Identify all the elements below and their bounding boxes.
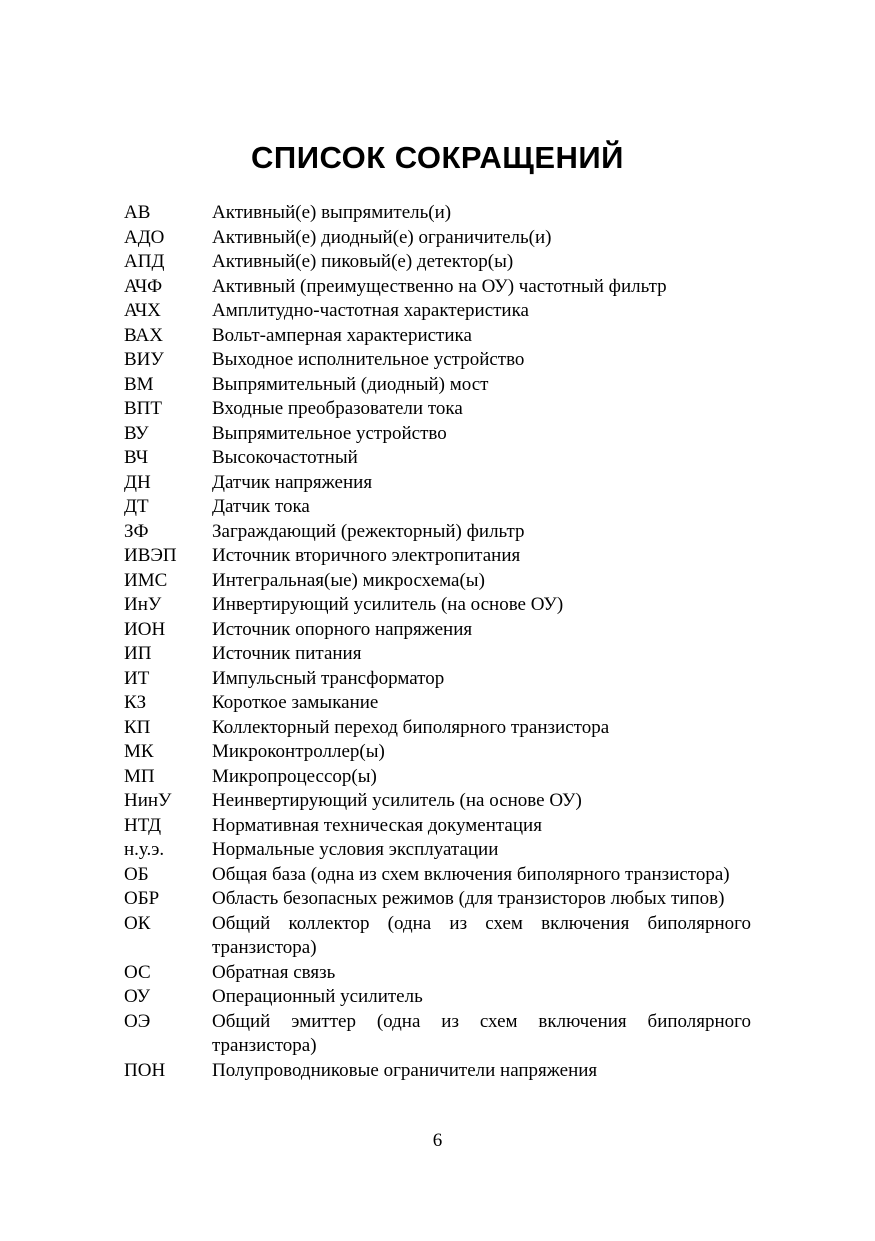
abbreviation-definition: Заграждающий (режекторный) фильтр (212, 520, 525, 542)
abbreviation-term: КП (124, 716, 151, 738)
abbreviation-term: ИОН (124, 618, 166, 640)
list-item (124, 520, 751, 545)
abbreviation-definition: Нормативная техническая документация (212, 814, 542, 836)
abbreviation-definition: Область безопасных режимов (для транзисторов любых типов) (212, 888, 725, 909)
abbreviation-term: МК (124, 741, 154, 762)
list-item (124, 324, 751, 349)
abbreviation-term: АДО (124, 226, 165, 248)
abbreviation-definition: Коллекторный переход биполярного транзистора (212, 716, 610, 738)
abbreviation-definition: Полупроводниковые ограничители напряжения (212, 1059, 598, 1081)
abbreviation-term: ВИУ (124, 349, 164, 370)
abbreviation-term: ВМ (124, 373, 154, 395)
list-item (124, 1010, 751, 1059)
abbreviation-definition: Общий коллектор (одна из схем включения биполярного транзистора) (212, 912, 751, 958)
list-item (124, 985, 751, 1010)
abbreviation-definition: Высокочастотный (212, 447, 358, 468)
abbreviation-term: ИМС (124, 569, 168, 591)
abbreviation-term: ОУ (124, 986, 151, 1007)
list-item (124, 397, 751, 422)
abbreviation-term: ВПТ (124, 398, 162, 419)
abbreviation-definition: Микроконтроллер(ы) (212, 741, 385, 762)
list-item (124, 789, 751, 814)
list-item (124, 250, 751, 275)
abbreviation-term: ИВЭП (124, 545, 177, 566)
list-item (124, 716, 751, 741)
list-item (124, 887, 751, 912)
abbreviation-term: ВУ (124, 422, 149, 444)
abbreviation-list (124, 201, 751, 1083)
list-item (124, 838, 751, 863)
list-item (124, 544, 751, 569)
abbreviation-term: ВЧ (124, 447, 149, 468)
abbreviation-definition: Общий эмиттер (одна из схем включения биполярного транзистора) (212, 1010, 751, 1056)
list-item (124, 201, 751, 226)
page-title: СПИСОК СОКРАЩЕНИЙ (251, 140, 624, 175)
abbreviation-definition: Инвертирующий усилитель (на основе ОУ) (212, 594, 564, 615)
abbreviation-definition: Активный (преимущественно на ОУ) частотный фильтр (212, 275, 667, 297)
abbreviation-term: НинУ (124, 790, 172, 811)
abbreviation-term: ИП (124, 643, 152, 664)
abbreviation-term: ИТ (124, 667, 150, 689)
abbreviation-term: ДН (124, 471, 151, 493)
abbreviation-term: ОК (124, 912, 151, 934)
abbreviation-definition: Вольт-амперная характеристика (212, 324, 472, 346)
abbreviation-term: КЗ (124, 692, 147, 713)
abbreviation-definition: Датчик тока (212, 496, 310, 517)
list-item (124, 667, 751, 692)
abbreviation-definition: Амплитудно-частотная характеристика (212, 300, 529, 321)
list-item (124, 691, 751, 716)
abbreviation-definition: Источник питания (212, 643, 362, 664)
abbreviation-term: МП (124, 765, 155, 787)
abbreviation-term: н.у.э. (124, 839, 165, 860)
abbreviation-definition: Активный(е) диодный(е) ограничитель(и) (212, 226, 552, 248)
abbreviation-definition: Короткое замыкание (212, 692, 379, 713)
abbreviation-term: АПД (124, 251, 165, 272)
abbreviation-definition: Входные преобразователи тока (212, 398, 463, 419)
abbreviation-term: АЧФ (124, 275, 163, 297)
list-item (124, 569, 751, 594)
abbreviation-term: АВ (124, 202, 151, 223)
abbreviation-definition: Обратная связь (212, 961, 336, 983)
abbreviation-term: ВАХ (124, 324, 163, 346)
abbreviation-term: НТД (124, 814, 162, 836)
page-number: 6 (432, 1130, 443, 1151)
list-item (124, 961, 751, 986)
list-item (124, 299, 751, 324)
list-item (124, 863, 751, 888)
abbreviation-term: ОБ (124, 863, 149, 885)
abbreviation-term: ИнУ (124, 594, 162, 615)
abbreviation-definition: Источник вторичного электропитания (212, 545, 521, 566)
list-item (124, 422, 751, 447)
list-item (124, 373, 751, 398)
list-item (124, 642, 751, 667)
abbreviation-definition: Нормальные условия эксплуатации (212, 839, 499, 860)
list-item (124, 226, 751, 251)
list-item (124, 618, 751, 643)
abbreviation-definition: Датчик напряжения (212, 471, 373, 493)
abbreviation-term: АЧХ (124, 300, 161, 321)
abbreviation-definition: Активный(е) выпрямитель(и) (212, 202, 452, 223)
abbreviation-term: ДТ (124, 496, 149, 517)
abbreviation-definition: Операционный усилитель (212, 986, 423, 1007)
abbreviation-definition: Источник опорного напряжения (212, 618, 473, 640)
list-item (124, 740, 751, 765)
list-item (124, 912, 751, 961)
abbreviation-definition: Импульсный трансформатор (212, 667, 445, 689)
list-item (124, 348, 751, 373)
abbreviation-definition: Микропроцессор(ы) (212, 765, 377, 787)
list-item (124, 814, 751, 839)
abbreviation-definition: Выходное исполнительное устройство (212, 349, 525, 370)
abbreviation-term: ОЭ (124, 1010, 151, 1032)
list-item (124, 1059, 751, 1084)
list-item (124, 495, 751, 520)
abbreviation-term: ПОН (124, 1059, 166, 1081)
list-item (124, 446, 751, 471)
abbreviation-term: ЗФ (124, 520, 149, 542)
list-item (124, 593, 751, 618)
abbreviation-definition: Интегральная(ые) микросхема(ы) (212, 569, 485, 591)
list-item (124, 471, 751, 496)
list-item (124, 765, 751, 790)
abbreviation-definition: Выпрямительный (диодный) мост (212, 373, 489, 395)
abbreviation-definition: Выпрямительное устройство (212, 422, 447, 444)
abbreviation-definition: Активный(е) пиковый(е) детектор(ы) (212, 251, 514, 272)
abbreviation-definition: Общая база (одна из схем включения биполярного транзистора) (212, 863, 730, 885)
abbreviation-definition: Неинвертирующий усилитель (на основе ОУ) (212, 790, 582, 811)
list-item (124, 275, 751, 300)
abbreviation-term: ОС (124, 961, 151, 983)
abbreviation-term: ОБР (124, 888, 160, 909)
